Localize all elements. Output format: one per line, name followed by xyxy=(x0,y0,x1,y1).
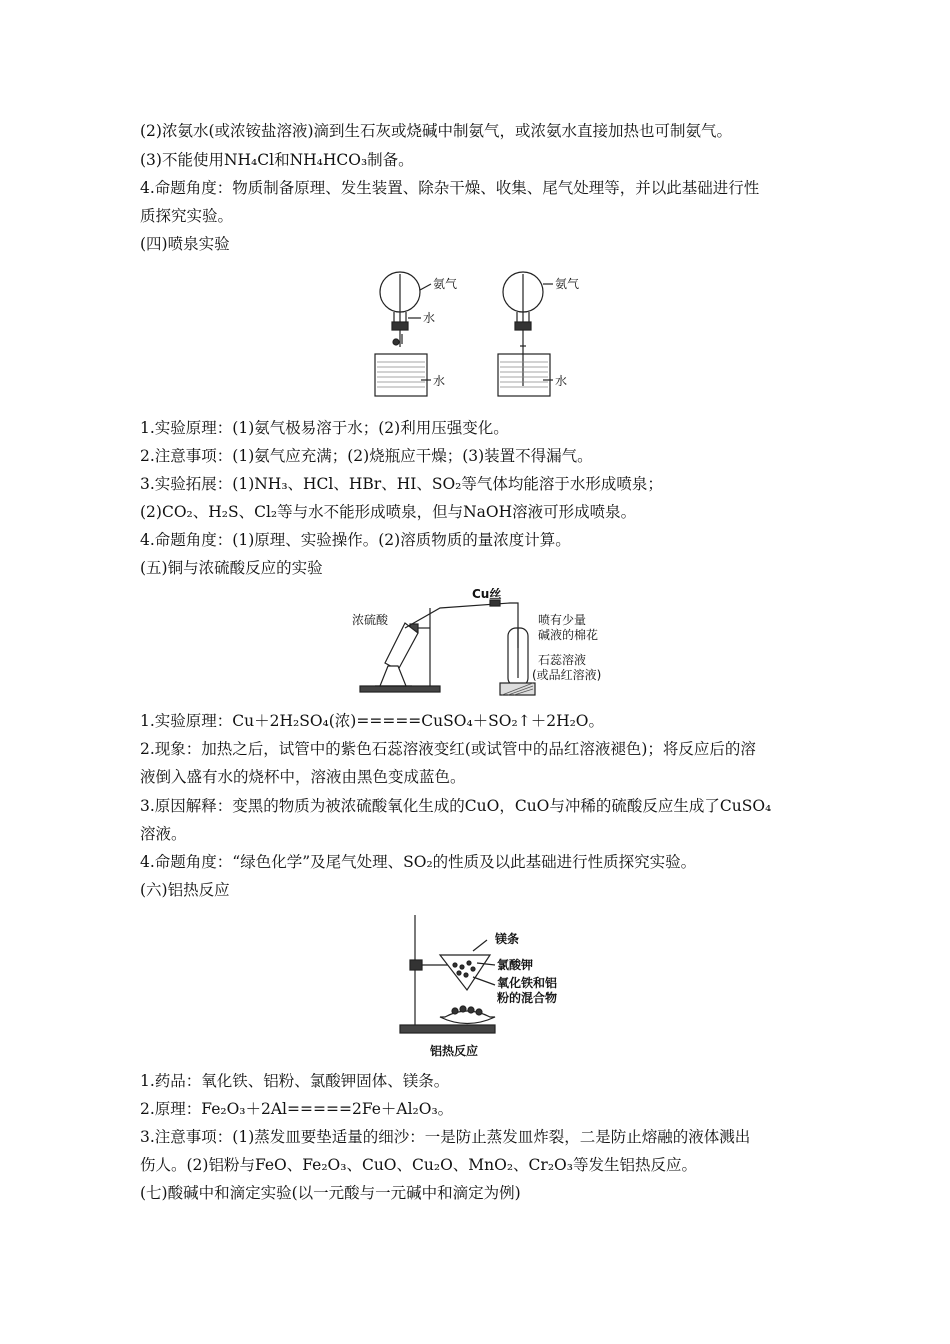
thermite-reagents: 1.药品：氧化铁、铝粉、氯酸钾固体、镁条。 xyxy=(140,1072,450,1090)
fountain-notes: 2.注意事项：(1)氨气应充满；(2)烧瓶应干燥；(3)装置不得漏气。 xyxy=(140,447,593,465)
thermite-principle: 2.原理：Fe₂O₃＋2Al=====2Fe＋Al₂O₃。 xyxy=(140,1100,454,1118)
copper-explanation-1: 3.原因解释：变黑的物质为被浓硫酸氧化生成的CuO，CuO与冲稀的硫酸反应生成了CuSO₄ xyxy=(140,797,772,815)
copper-figure xyxy=(350,588,615,698)
copper-label-acid: 浓硫酸 xyxy=(352,613,389,627)
fountain-label-water-left: 水 xyxy=(433,374,446,388)
copper-angle: 4.命题角度：“绿色化学”及尾气处理、SO₂的性质及以此基础进行性质探究实验。 xyxy=(140,853,697,871)
ammonia-item-2: (2)浓氨水(或浓铵盐溶液)滴到生石灰或烧碱中制氨气，或浓氨水直接加热也可制氨气。 xyxy=(140,122,733,140)
fountain-principle: 1.实验原理：(1)氨气极易溶于水；(2)利用压强变化。 xyxy=(140,419,509,437)
fountain-heading: (四)喷泉实验 xyxy=(140,235,230,253)
thermite-label-mix-2: 粉的混合物 xyxy=(497,991,558,1005)
copper-principle: 1.实验原理：Cu＋2H₂SO₄(浓)=====CuSO₄＋SO₂↑＋2H₂O。 xyxy=(140,712,605,730)
copper-label-wire: Cu丝 xyxy=(472,588,502,601)
thermite-label-mg: 镁条 xyxy=(495,932,520,946)
titration-heading: (七)酸碱中和滴定实验(以一元酸与一元碱中和滴定为例) xyxy=(140,1184,521,1202)
copper-heading: (五)铜与浓硫酸反应的实验 xyxy=(140,559,323,577)
copper-phenomenon-1: 2.现象：加热之后，试管中的紫色石蕊溶液变红(或试管中的品红溶液褪色)；将反应后的溶 xyxy=(140,740,756,758)
ammonia-item-3: (3)不能使用NH₄Cl和NH₄HCO₃制备。 xyxy=(140,151,414,169)
thermite-figure xyxy=(395,905,565,1060)
copper-phenomenon-2: 液倒入盛有水的烧杯中，溶液由黑色变成蓝色。 xyxy=(140,768,466,786)
copper-label-litmus-1: 石蕊溶液 xyxy=(538,653,587,667)
fountain-label-water-right: 水 xyxy=(555,374,568,388)
fountain-angle: 4.命题角度：(1)原理、实验操作。(2)溶质物质的量浓度计算。 xyxy=(140,531,571,549)
thermite-label-mix-1: 氧化铁和铝 xyxy=(497,976,558,990)
fountain-label-gas-left: 氨气 xyxy=(433,277,458,291)
fountain-extension-2: (2)CO₂、H₂S、Cl₂等与水不能形成喷泉，但与NaOH溶液可形成喷泉。 xyxy=(140,503,637,521)
ammonia-angle-line-1: 4.命题角度：物质制备原理、发生装置、除杂干燥、收集、尾气处理等，并以此基础进行性 xyxy=(140,179,760,197)
fountain-label-gas-right: 氨气 xyxy=(555,277,580,291)
fountain-figure xyxy=(355,262,605,400)
fountain-extension-1: 3.实验拓展：(1)NH₃、HCl、HBr、HI、SO₂等气体均能溶于水形成喷泉； xyxy=(140,475,663,493)
thermite-heading: (六)铝热反应 xyxy=(140,881,230,899)
thermite-caption: 铝热反应 xyxy=(430,1044,479,1058)
thermite-notes-1: 3.注意事项：(1)蒸发皿要垫适量的细沙：一是防止蒸发皿炸裂，二是防止熔融的液体溅出 xyxy=(140,1128,751,1146)
thermite-notes-2: 伤人。(2)铝粉与FeO、Fe₂O₃、CuO、Cu₂O、MnO₂、Cr₂O₃等发生铝热反应。 xyxy=(140,1156,697,1174)
thermite-label-kclo3: 氯酸钾 xyxy=(497,958,534,972)
copper-explanation-2: 溶液。 xyxy=(140,825,187,843)
copper-label-litmus-2: (或品红溶液) xyxy=(532,668,602,682)
ammonia-angle-line-2: 质探究实验。 xyxy=(140,207,234,225)
fountain-label-water-tube: 水 xyxy=(423,311,436,325)
copper-label-cotton-2: 碱液的棉花 xyxy=(538,628,599,642)
copper-label-cotton-1: 喷有少量 xyxy=(538,613,587,627)
